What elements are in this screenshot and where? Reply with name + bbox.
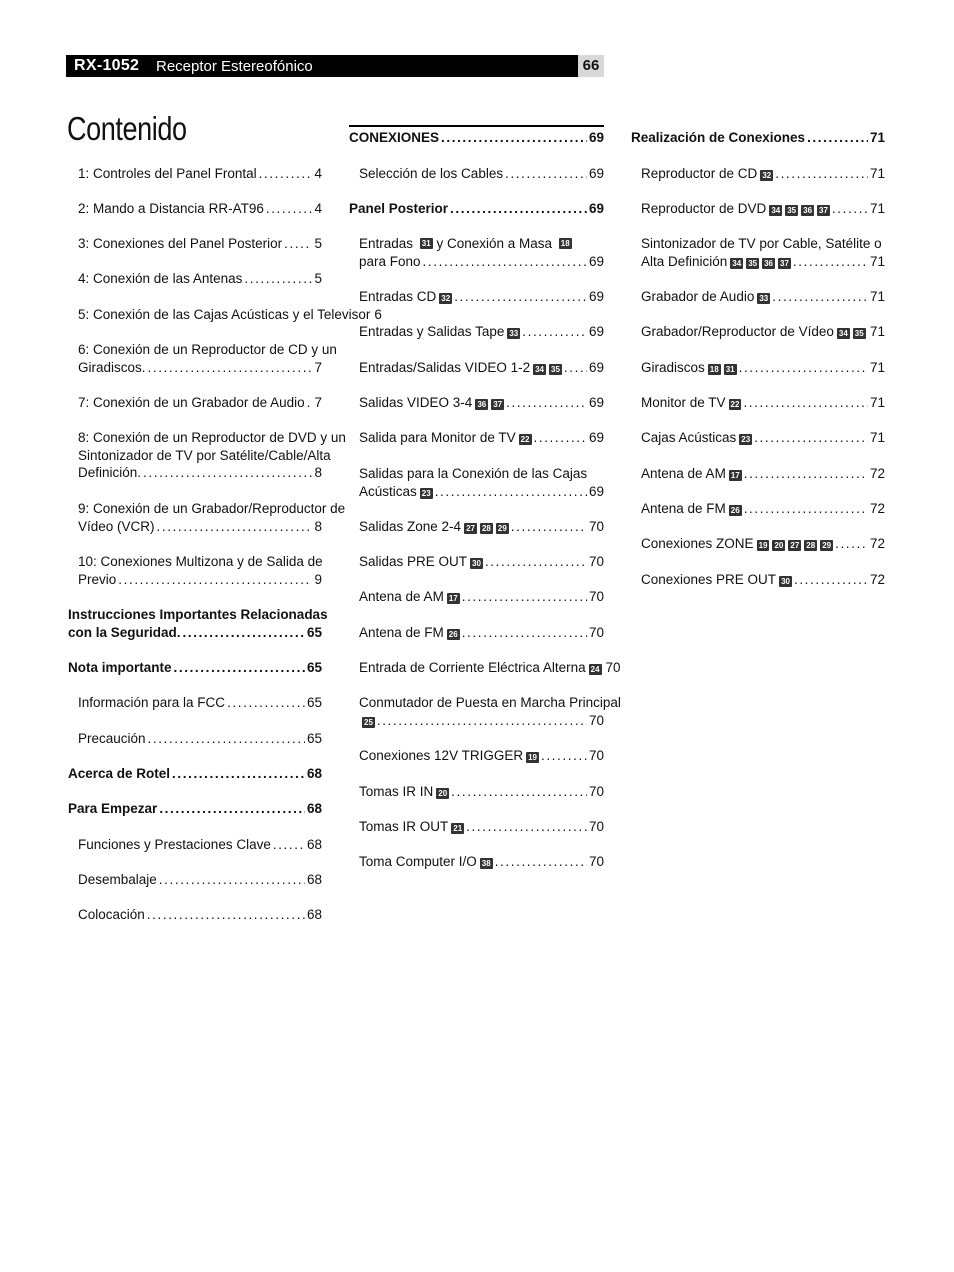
toc-page-number: 70	[588, 854, 604, 869]
dot-leader	[564, 359, 587, 377]
toc-page-number: 68	[306, 837, 322, 852]
toc-entry[interactable]	[78, 730, 322, 748]
toc-page-number: 5	[314, 236, 322, 251]
toc-entry[interactable]	[78, 235, 322, 253]
dot-leader	[148, 359, 313, 377]
toc-entry[interactable]	[78, 429, 346, 482]
toc-entry-line: 6: Conexión de un Reproductor de CD y un	[78, 342, 337, 357]
toc-entry[interactable]	[359, 659, 621, 677]
connector-number-badge: 26	[730, 506, 740, 515]
page-number: 66	[578, 55, 604, 77]
dot-leader	[143, 464, 312, 482]
connector-number-badge: 18	[560, 239, 570, 248]
toc-entry[interactable]	[641, 429, 885, 447]
connector-number-badge: 27	[466, 524, 475, 533]
toc-entry-title: Salidas VIDEO 3-4	[359, 395, 473, 410]
toc-entry[interactable]	[78, 341, 337, 376]
toc-page-number: 70	[588, 712, 604, 728]
connector-number-badge: 19	[758, 541, 768, 550]
toc-entry-line: 9: Conexión de un Grabador/Reproductor de	[78, 501, 346, 516]
toc-entry[interactable]	[641, 500, 885, 518]
dot-leader	[450, 200, 587, 218]
dot-leader	[754, 429, 868, 447]
toc-page-number: 71	[869, 324, 885, 339]
toc-page-number: 68	[306, 801, 322, 816]
connector-number-badge: 34	[838, 329, 848, 338]
toc-entry-title: Grabador de Audio	[641, 289, 755, 304]
connector-number-badge: 20	[774, 541, 784, 550]
toc-entry-title: Antena de FM	[641, 501, 726, 516]
dot-leader	[835, 535, 868, 553]
dot-leader	[807, 129, 868, 147]
toc-entry[interactable]	[359, 553, 604, 571]
dot-leader	[485, 553, 587, 571]
toc-page-number: 70	[588, 819, 604, 834]
connector-number-badge: 29	[822, 541, 832, 550]
toc-page-number: 71	[869, 360, 885, 375]
toc-page-number: 70	[588, 554, 604, 569]
dot-leader	[157, 518, 313, 536]
toc-entry-title: Toma Computer I/O	[359, 854, 477, 869]
toc-page-number: 65	[306, 624, 322, 640]
connector-number-badge: 24	[590, 665, 600, 674]
connector-number-badge: 32	[441, 294, 451, 303]
toc-entry-title: Precaución	[78, 731, 146, 746]
toc-page-number: 68	[306, 766, 322, 781]
connector-number-badge: 22	[520, 435, 530, 444]
dot-leader	[159, 871, 305, 889]
toc-entry[interactable]	[359, 588, 604, 606]
toc-page-number: 69	[588, 324, 604, 339]
dot-leader	[435, 483, 587, 501]
connector-number-badge: 38	[481, 859, 491, 868]
dot-leader	[423, 253, 587, 271]
toc-entry[interactable]	[359, 165, 604, 183]
dot-leader	[266, 200, 313, 218]
toc-entry[interactable]	[359, 853, 604, 871]
dot-leader	[174, 659, 305, 677]
connector-number-badge: 22	[730, 400, 740, 409]
toc-page-number: 72	[869, 466, 885, 481]
connector-number-badge: 21	[453, 824, 463, 833]
connector-number-badge: 35	[854, 329, 864, 338]
dot-leader	[227, 694, 305, 712]
toc-entry[interactable]	[641, 394, 885, 412]
toc-entry[interactable]	[359, 359, 604, 377]
dot-leader	[744, 500, 868, 518]
connector-number-badge: 36	[764, 258, 774, 268]
dot-leader	[541, 747, 587, 765]
dot-leader	[273, 836, 305, 854]
toc-page-number: 70	[588, 784, 604, 799]
toc-entry[interactable]	[641, 235, 885, 270]
toc-entry[interactable]	[359, 235, 604, 270]
dot-leader	[454, 288, 587, 306]
toc-entry[interactable]	[78, 553, 322, 588]
toc-entry[interactable]	[359, 518, 604, 536]
toc-entry-title: Giradiscos.	[78, 359, 146, 375]
toc-entry[interactable]	[641, 359, 885, 377]
toc-entry-title: Tomas IR OUT	[359, 819, 449, 834]
toc-entry-title: Selección de los Cables	[359, 166, 504, 181]
toc-entry[interactable]	[631, 129, 885, 147]
toc-entry[interactable]	[68, 606, 328, 641]
connector-number-badge: 19	[528, 753, 537, 762]
toc-entry[interactable]	[68, 800, 322, 818]
toc-entry-title: Panel Posterior	[349, 201, 449, 216]
connector-number-badge: 37	[493, 400, 503, 409]
connector-number-badge: 20	[438, 789, 448, 798]
column-rule	[349, 125, 604, 127]
connector-number-badge: 36	[803, 206, 813, 215]
toc-entry[interactable]	[359, 783, 604, 801]
toc-entry[interactable]	[359, 429, 604, 447]
toc-entry[interactable]	[359, 624, 604, 642]
toc-entry[interactable]	[78, 500, 346, 535]
toc-page-number: 69	[588, 166, 604, 181]
toc-entry[interactable]	[359, 323, 604, 341]
toc-entry-title: 5: Conexión de las Cajas Acústicas y el Televisor	[78, 307, 371, 322]
toc-entry-line: Instrucciones Importantes Relacionadas	[68, 607, 328, 622]
toc-entry[interactable]	[359, 465, 604, 500]
toc-entry-line: Salidas para la Conexión de las Cajas	[359, 466, 588, 481]
dot-leader	[451, 783, 587, 801]
toc-entry-title: Conexiones PRE OUT	[641, 572, 777, 587]
toc-entry[interactable]	[641, 200, 885, 218]
toc-entry-line: 8: Conexión de un Reproductor de DVD y un	[78, 430, 346, 445]
toc-entry[interactable]	[349, 200, 604, 218]
toc-entry-title: CONEXIONES	[349, 130, 440, 145]
dot-leader	[172, 765, 305, 783]
toc-entry-title: Para Empezar	[68, 801, 158, 816]
toc-entry-title: Salidas Zone 2-4	[359, 519, 462, 534]
toc-page-number: 70	[588, 748, 604, 763]
toc-entry-title: Antena de AM	[359, 589, 444, 604]
toc-entry-line: Entradas 31 y Conexión a Masa 18	[359, 236, 570, 251]
dot-leader	[307, 394, 313, 412]
toc-page-number: 71	[869, 130, 885, 145]
toc-entry-title: Conexiones ZONE	[641, 536, 754, 551]
connector-number-badge: 28	[481, 524, 491, 533]
page-title: Contenido	[67, 110, 187, 147]
toc-entry[interactable]	[78, 270, 322, 288]
connector-number-badge: 26	[448, 630, 458, 639]
toc-page-number: 9	[314, 571, 322, 587]
dot-leader	[743, 394, 868, 412]
toc-entry[interactable]	[641, 165, 885, 183]
connector-number-badge: 33	[759, 294, 769, 303]
toc-page-number: 7	[314, 359, 322, 375]
toc-page-number: 5	[314, 271, 322, 286]
toc-entry-title: Previo	[78, 571, 117, 587]
toc-entry-title: Conexiones 12V TRIGGER	[359, 748, 524, 763]
dot-leader	[284, 235, 312, 253]
toc-entry[interactable]	[78, 836, 322, 854]
toc-entry-title: Antena de FM	[359, 625, 444, 640]
connector-number-badge: 35	[787, 206, 797, 215]
dot-leader	[148, 730, 305, 748]
toc-page-number: 4	[314, 166, 322, 181]
connector-number-badge: 37	[819, 206, 828, 215]
toc-entry-title: Cajas Acústicas	[641, 430, 737, 445]
toc-entry-title: Antena de AM	[641, 466, 726, 481]
toc-page-number: 7	[314, 395, 322, 410]
dot-leader	[159, 800, 305, 818]
dot-leader	[183, 624, 305, 642]
toc-entry[interactable]	[78, 871, 322, 889]
toc-entry-title: Colocación	[78, 907, 145, 922]
connector-number-badge: 32	[762, 171, 772, 180]
toc-entry-title: Desembalaje	[78, 872, 157, 887]
connector-number-badge: 25	[364, 717, 373, 727]
dot-leader	[522, 323, 587, 341]
toc-entry-title: Acústicas	[359, 483, 417, 499]
toc-entry-title: Información para la FCC	[78, 695, 226, 710]
toc-entry-line: Sintonizador de TV por Cable, Satélite o	[641, 236, 882, 251]
toc-entry-title: Salidas PRE OUT	[359, 554, 468, 569]
connector-number-badge: 34	[535, 365, 544, 374]
dot-leader	[462, 624, 587, 642]
toc-entry-title: para Fono	[359, 253, 421, 269]
connector-number-badge: 31	[421, 239, 431, 248]
connector-number-badge: 29	[497, 524, 507, 533]
toc-entry[interactable]	[359, 394, 604, 412]
toc-entry-title: Entradas y Salidas Tape	[359, 324, 505, 339]
dot-leader	[793, 253, 868, 271]
dot-leader	[441, 129, 587, 147]
connector-number-badge: 33	[509, 329, 519, 338]
toc-page-number: 71	[869, 166, 885, 181]
toc-page-number: 72	[869, 572, 885, 587]
toc-entry[interactable]	[641, 323, 885, 341]
connector-number-badge: 23	[421, 488, 431, 498]
toc-entry[interactable]	[78, 394, 322, 412]
toc-entry[interactable]	[78, 200, 322, 218]
dot-leader	[794, 571, 868, 589]
toc-entry[interactable]	[641, 571, 885, 589]
dot-leader	[462, 588, 587, 606]
dot-leader	[259, 165, 313, 183]
toc-entry-title: Reproductor de DVD	[641, 201, 767, 216]
toc-page-number: 72	[869, 536, 885, 551]
toc-entry[interactable]	[349, 129, 604, 147]
toc-entry-title: con la Seguridad.	[68, 624, 181, 640]
toc-page-number: 71	[869, 430, 885, 445]
toc-page-number: 68	[306, 872, 322, 887]
toc-entry[interactable]	[359, 818, 604, 836]
toc-entry-title: Reproductor de CD	[641, 166, 758, 181]
toc-entry-title: 3: Conexiones del Panel Posterior	[78, 236, 283, 251]
dot-leader	[744, 465, 868, 483]
toc-entry-title: 2: Mando a Distancia RR-AT96	[78, 201, 264, 216]
connector-number-badge: 34	[771, 206, 781, 215]
dot-leader	[118, 571, 312, 589]
dot-leader	[495, 853, 587, 871]
connector-number-badge: 31	[725, 365, 735, 374]
toc-page-number: 71	[869, 253, 885, 269]
toc-entry-title: Acerca de Rotel	[68, 766, 171, 781]
toc-entry[interactable]	[641, 535, 885, 553]
toc-entry-line: Conmutador de Puesta en Marcha Principal	[359, 695, 621, 710]
toc-page-number: 71	[869, 395, 885, 410]
dot-leader	[775, 165, 868, 183]
connector-number-badge: 37	[780, 258, 789, 268]
toc-entry[interactable]	[359, 694, 621, 729]
toc-entry[interactable]	[641, 465, 885, 483]
dot-leader	[147, 906, 305, 924]
toc-entry-title: Grabador/Reproductor de Vídeo	[641, 324, 834, 339]
dot-leader	[511, 518, 587, 536]
toc-page-number: 6	[374, 307, 382, 322]
toc-entry-title: Entradas/Salidas VIDEO 1-2	[359, 360, 531, 375]
connector-number-badge: 17	[448, 594, 458, 603]
toc-page-number: 4	[314, 201, 322, 216]
toc-page-number: 69	[588, 395, 604, 410]
toc-entry-title: Nota importante	[68, 660, 172, 675]
toc-entry-title: Monitor de TV	[641, 395, 726, 410]
toc-entry-title: Alta Definición	[641, 253, 728, 269]
document-title: Receptor Estereofónico	[156, 58, 313, 75]
dot-leader	[377, 712, 587, 730]
toc-page-number: 70	[588, 519, 604, 534]
toc-entry-title: Giradiscos	[641, 360, 705, 375]
dot-leader	[832, 200, 868, 218]
toc-entry[interactable]	[78, 694, 322, 712]
toc-entry[interactable]	[359, 747, 604, 765]
toc-page-number: 69	[588, 201, 604, 216]
connector-number-badge: 27	[790, 541, 800, 550]
toc-entry-line: Sintonizador de TV por Satélite/Cable/Alta	[78, 447, 331, 463]
toc-page-number: 69	[588, 360, 604, 375]
toc-entry[interactable]	[359, 288, 604, 306]
toc-page-number: 70	[605, 660, 621, 675]
toc-page-number: 65	[306, 731, 322, 746]
connector-number-badge: 35	[748, 258, 758, 268]
toc-page-number: 69	[588, 130, 604, 145]
dot-leader	[772, 288, 868, 306]
connector-number-badge: 17	[730, 471, 740, 480]
toc-page-number: 8	[314, 465, 322, 480]
connector-number-badge: 28	[806, 541, 816, 550]
toc-page-number: 69	[588, 483, 604, 499]
dot-leader	[739, 359, 868, 377]
connector-number-badge: 35	[551, 365, 560, 374]
toc-page-number: 8	[314, 518, 322, 534]
toc-entry[interactable]	[78, 306, 382, 324]
header-bar	[66, 55, 578, 77]
toc-page-number: 70	[588, 625, 604, 640]
toc-entry-title: 1: Controles del Panel Frontal	[78, 166, 257, 181]
toc-entry[interactable]	[78, 165, 322, 183]
dot-leader	[506, 394, 587, 412]
toc-entry[interactable]	[78, 906, 322, 924]
toc-entry-title: Definición.	[78, 465, 142, 480]
toc-entry-title: Salida para Monitor de TV	[359, 430, 516, 445]
toc-entry-line: 10: Conexiones Multizona y de Salida de	[78, 554, 323, 569]
toc-entry-title: Funciones y Prestaciones Clave	[78, 837, 271, 852]
toc-page-number: 69	[588, 253, 604, 269]
dot-leader	[244, 270, 312, 288]
connector-number-badge: 34	[732, 258, 742, 268]
toc-entry-title: Entradas CD	[359, 289, 437, 304]
dot-leader	[466, 818, 587, 836]
model-name: RX-1052	[74, 57, 140, 74]
toc-page-number: 71	[869, 201, 885, 216]
toc-entry-title: Realización de Conexiones	[631, 130, 806, 145]
toc-entry[interactable]	[641, 288, 885, 306]
toc-entry-title: 7: Conexión de un Grabador de Audio	[78, 395, 305, 410]
dot-leader	[534, 429, 587, 447]
toc-page-number: 68	[306, 907, 322, 922]
connector-number-badge: 30	[781, 577, 790, 586]
toc-entry[interactable]	[68, 659, 322, 677]
toc-page-number: 65	[306, 695, 322, 710]
toc-entry-title: Entrada de Corriente Eléctrica Alterna	[359, 660, 586, 675]
connector-number-badge: 18	[709, 365, 719, 374]
toc-page-number: 69	[588, 289, 604, 304]
toc-entry[interactable]	[68, 765, 322, 783]
toc-entry-title: Tomas IR IN	[359, 784, 434, 799]
toc-page-number: 65	[306, 660, 322, 675]
toc-page-number: 70	[588, 589, 604, 604]
page-header	[66, 55, 604, 77]
connector-number-badge: 30	[472, 559, 481, 568]
connector-number-badge: 23	[741, 435, 751, 444]
toc-entry-title: Vídeo (VCR)	[78, 518, 155, 534]
toc-page-number: 72	[869, 501, 885, 516]
toc-page-number: 71	[869, 289, 885, 304]
dot-leader	[505, 165, 587, 183]
connector-number-badge: 36	[477, 400, 487, 409]
toc-entry-title: 4: Conexión de las Antenas	[78, 271, 243, 286]
toc-page-number: 69	[588, 430, 604, 445]
